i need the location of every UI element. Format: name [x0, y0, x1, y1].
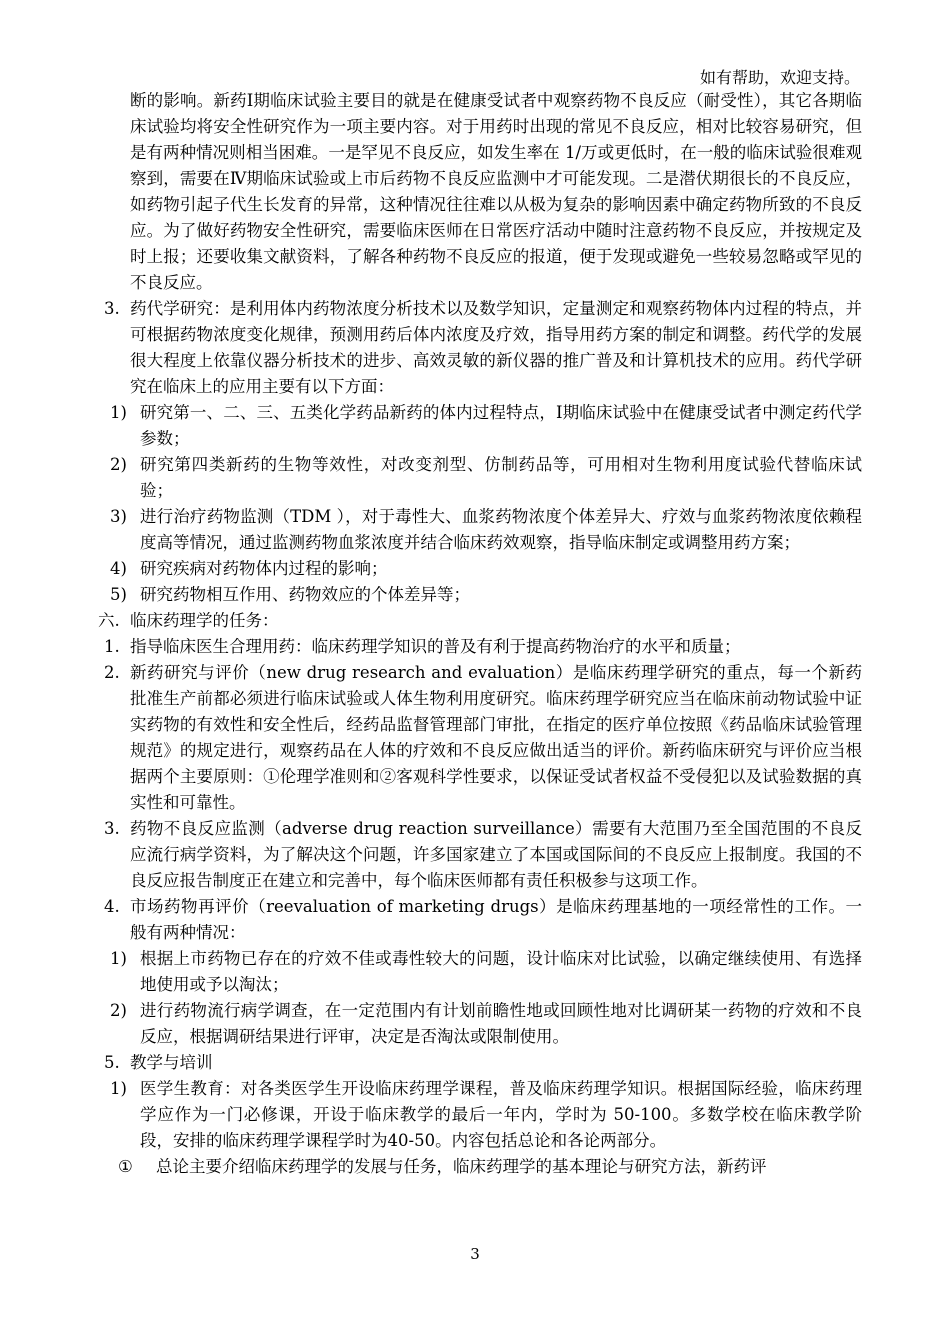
item-text: 指导临床医生合理用药：临床药理学知识的普及有利于提高药物治疗的水平和质量；	[130, 637, 741, 656]
sub-item	[98, 400, 862, 452]
item-number: 5.	[104, 1053, 120, 1072]
sub-item-number: 1)	[110, 1079, 127, 1098]
sub-item	[98, 582, 862, 608]
document-body	[98, 88, 862, 1180]
item-number: 3.	[104, 299, 120, 318]
sub-item-text: 进行药物流行病学调查，在一定范围内有计划前瞻性地或回顾性地对比调研某一药物的疗效和不良反应，根据调研结果进行评审，决定是否淘汰或限制使用。	[140, 1001, 862, 1046]
sub-sub-item	[98, 1154, 862, 1180]
sub-item-text: 研究第一、二、三、五类化学药品新药的体内过程特点，Ⅰ期临床试验中在健康受试者中测定药代学参数；	[140, 403, 862, 448]
sub-item-number: 5)	[110, 585, 127, 604]
item-text: 教学与培训	[130, 1053, 213, 1072]
sub-item-number: 1)	[110, 403, 127, 422]
item-text: 药物不良反应监测（adverse drug reaction surveillance）需要有大范围乃至全国范围的不良反应流行病学资料，为了解决这个问题，许多国家建立了本国或国际间的不良反应上报制度。我国的不良反应报告制度正在建立和完善中，每个临床医师都有责任积极参与这项工作。	[130, 819, 862, 890]
page-number: 3	[470, 1245, 480, 1263]
sub-item-text: 医学生教育：对各类医学生开设临床药理学课程，普及临床药理学知识。根据国际经验，临床药理学应作为一门必修课，开设于临床教学的最后一年内，学时为 50-100。多数学校在临床教学阶段，安排的临床药理学课程学时为40-50。内容包括总论和各论两部分。	[140, 1079, 862, 1150]
item-number: 3.	[104, 819, 120, 838]
sub-item-number: 2)	[110, 1001, 127, 1020]
section-number: 六.	[98, 611, 120, 630]
sub-item-text: 根据上市药物已存在的疗效不佳或毒性较大的问题，设计临床对比试验，以确定继续使用、有选择地使用或予以淘汰；	[140, 949, 862, 994]
sub-item-number: 2)	[110, 455, 127, 474]
section-title: 临床药理学的任务：	[130, 611, 279, 630]
list-item	[98, 816, 862, 894]
item-text: 新药研究与评价（new drug research and evaluation）是临床药理学研究的重点，每一个新药批准生产前都必须进行临床试验或人体生物利用度研究。临床药理学研究应当在临床前动物试验中证实药物的有效性和安全性后，经药品监督管理部门审批，在指定的医疗单位按照《药品临床试验管理规范》的规定进行，观察药品在人体的疗效和不良反应做出适当的评价。新药临床研究与评价应当根据两个主要原则：①伦理学准则和②客观科学性要求，以保证受试者权益不受侵犯以及试验数据的真实性和可靠性。	[130, 663, 862, 812]
list-item	[98, 660, 862, 816]
sub-item	[98, 556, 862, 582]
section-heading	[98, 608, 862, 634]
item-text: 市场药物再评价（reevaluation of marketing drugs）是临床药理基地的一项经常性的工作。一般有两种情况：	[130, 897, 862, 942]
sub-item	[98, 1076, 862, 1154]
item-number: 4.	[104, 897, 120, 916]
list-item-3	[98, 296, 862, 400]
sub-item-text: 研究第四类新药的生物等效性，对改变剂型、仿制药品等，可用相对生物利用度试验代替临床试验；	[140, 455, 862, 500]
list-item	[98, 894, 862, 946]
item-number: 1.	[104, 637, 120, 656]
sub-item-text: 进行治疗药物监测（TDM ），对于毒性大、血浆药物浓度个体差异大、疗效与血浆药物浓度依赖程度高等情况，通过监测药物血浆浓度并结合临床药效观察，指导临床制定或调整用药方案；	[140, 507, 862, 552]
sub-item	[98, 998, 862, 1050]
item-number: 2.	[104, 663, 120, 682]
sub-item-number: 3)	[110, 507, 127, 526]
sub-sub-item-text: 总论主要介绍临床药理学的发展与任务，临床药理学的基本理论与研究方法，新药评	[156, 1157, 767, 1176]
item-text: 药代学研究：是利用体内药物浓度分析技术以及数学知识，定量测定和观察药物体内过程的特点，并可根据药物浓度变化规律，预测用药后体内浓度及疗效，指导用药方案的制定和调整。药代学的发展很大程度上依靠仪器分析技术的进步、高效灵敏的新仪器的推广普及和计算机技术的应用。药代学研究在临床上的应用主要有以下方面：	[130, 299, 862, 396]
sub-item	[98, 452, 862, 504]
sub-item-number: 1)	[110, 949, 127, 968]
sub-item	[98, 946, 862, 998]
sub-sub-item-number: ①	[118, 1157, 133, 1176]
list-item	[98, 1050, 862, 1076]
header-note: 如有帮助，欢迎支持。	[699, 68, 860, 87]
sub-item-number: 4)	[110, 559, 127, 578]
sub-item-text: 研究疾病对药物体内过程的影响；	[140, 559, 388, 578]
list-item	[98, 634, 862, 660]
sub-item	[98, 504, 862, 556]
intro-paragraph: 断的影响。新药Ⅰ期临床试验主要目的就是在健康受试者中观察药物不良反应（耐受性），其它各期临床试验均将安全性研究作为一项主要内容。对于用药时出现的常见不良反应，相对比较容易研究，但是有两种情况则相当困难。一是罕见不良反应，如发生率在 1/万或更低时，在一般的临床试验很难观察到，需要在Ⅳ期临床试验或上市后药物不良反应监测中才可能发现。二是潜伏期很长的不良反应，如药物引起子代生长发育的异常，这种情况往往难以从极为复杂的影响因素中确定药物所致的不良反应。为了做好药物安全性研究，需要临床医师在日常医疗活动中随时注意药物不良反应，并按规定及时上报；还要收集文献资料，了解各种药物不良反应的报道，便于发现或避免一些较易忽略或罕见的不良反应。	[130, 91, 862, 292]
sub-item-text: 研究药物相互作用、药物效应的个体差异等；	[140, 585, 470, 604]
